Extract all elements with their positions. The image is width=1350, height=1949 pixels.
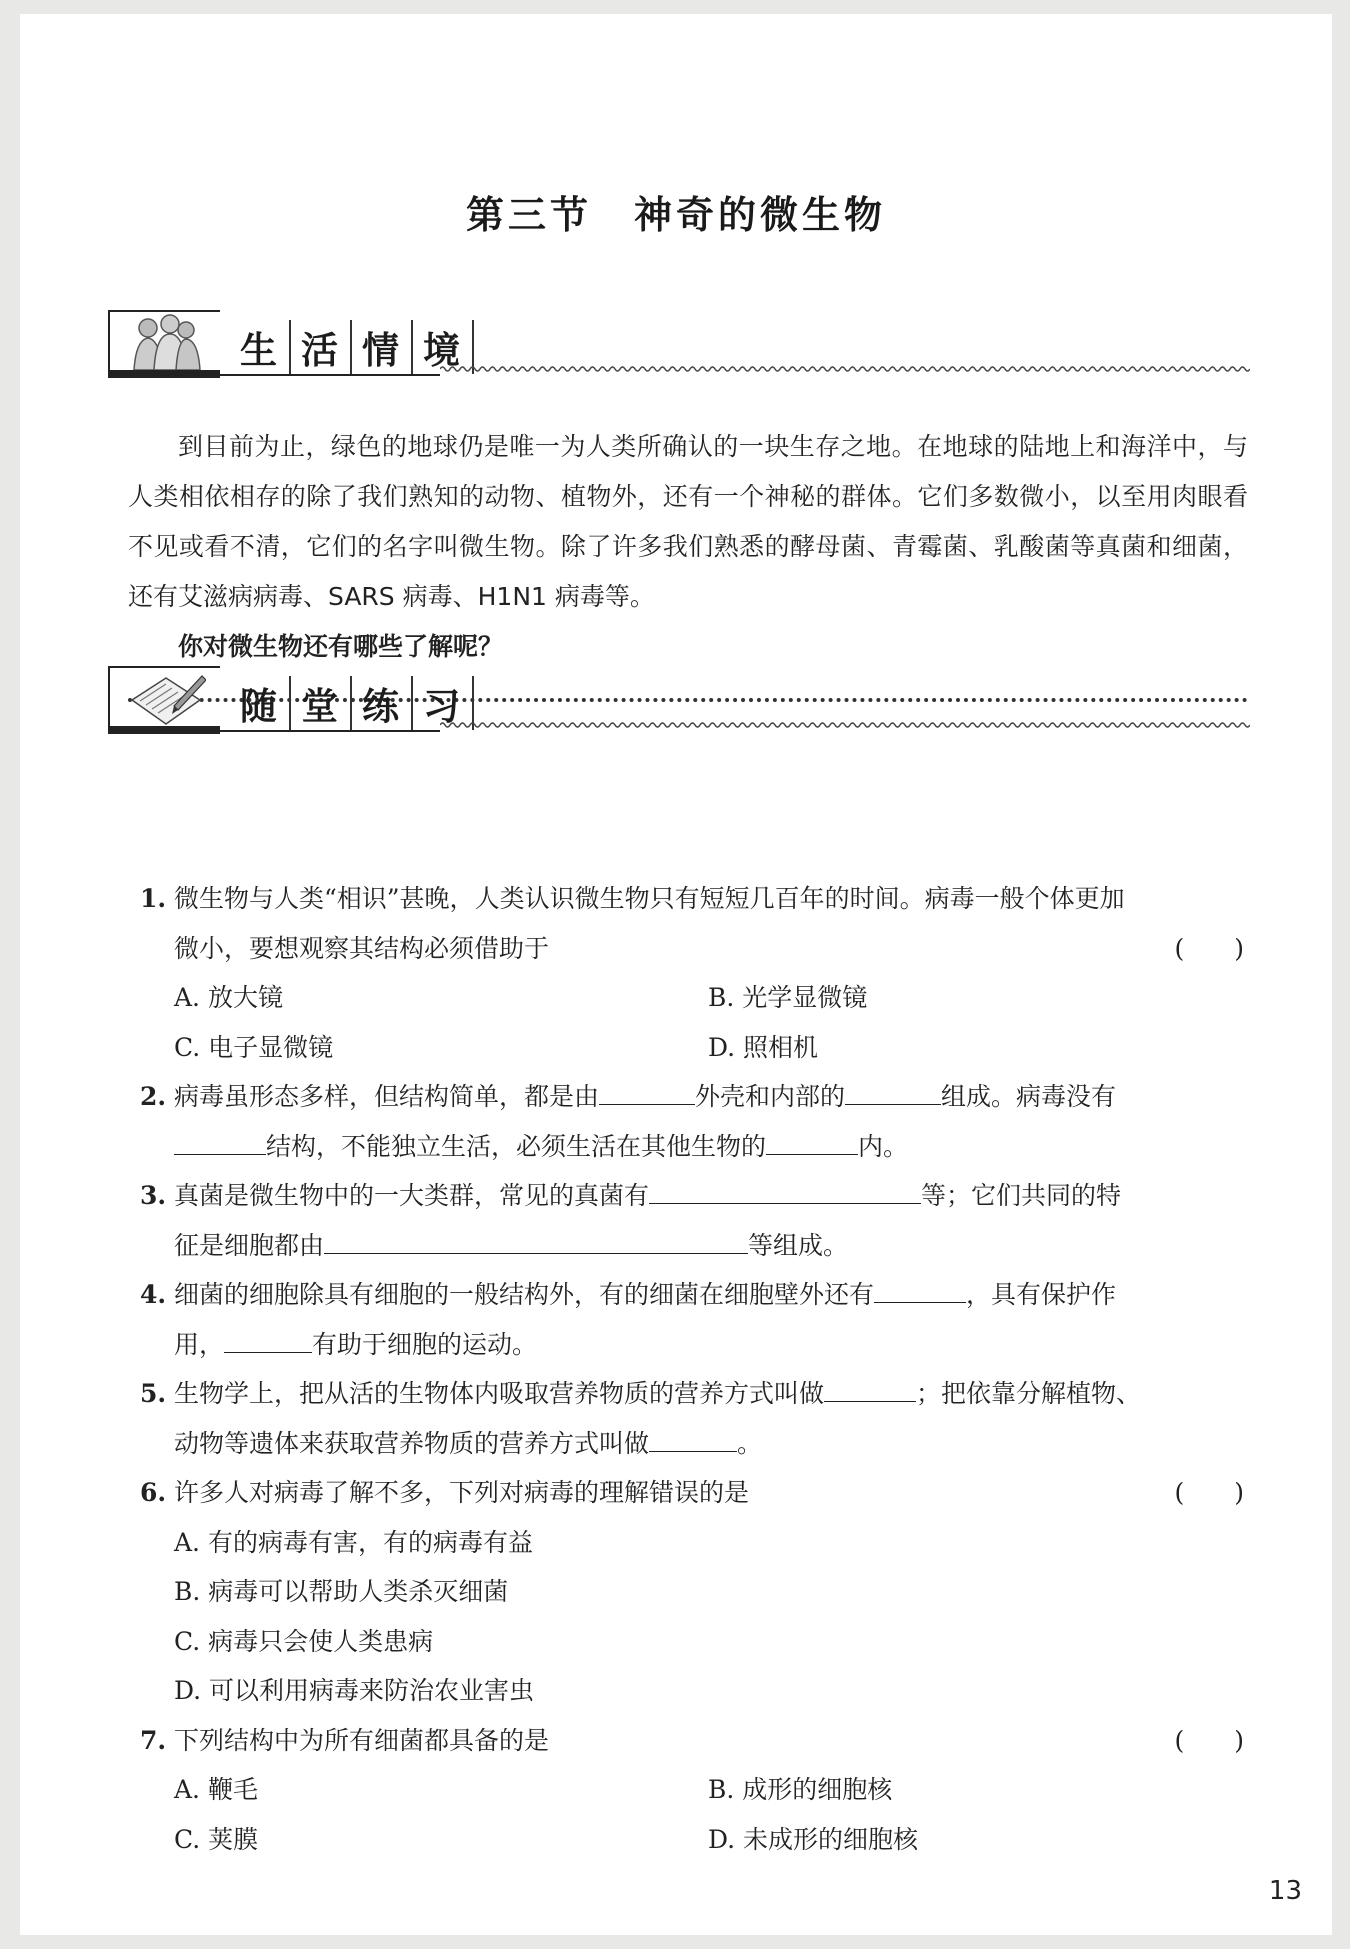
fill-blank[interactable] — [649, 1421, 737, 1452]
page — [20, 14, 1332, 1935]
question-1: 1. 微生物与人类“相识”甚晚，人类认识微生物只有短短几百年的时间。病毒一般个体更加 — [140, 884, 1125, 913]
option-a[interactable]: A. 放大镜 — [174, 983, 283, 1012]
fill-blank[interactable] — [224, 1322, 312, 1353]
page-title: 第三节 神奇的微生物 — [465, 192, 886, 237]
option-b[interactable]: B. 病毒可以帮助人类杀灭细菌 — [174, 1577, 509, 1606]
fill-blank[interactable] — [324, 1223, 748, 1254]
fill-blank[interactable] — [824, 1371, 916, 1402]
answer-paren[interactable]: ( ) — [1174, 933, 1244, 963]
fill-blank[interactable] — [766, 1124, 858, 1155]
fill-blank[interactable] — [845, 1074, 941, 1105]
intro-text — [128, 422, 1248, 672]
option-d[interactable]: D. 可以利用病毒来防治农业害虫 — [174, 1676, 535, 1705]
wavy-rule — [440, 362, 1250, 376]
option-a[interactable]: A. 有的病毒有害，有的病毒有益 — [174, 1527, 533, 1557]
option-d[interactable]: D. 未成形的细胞核 — [708, 1824, 919, 1854]
answer-paren[interactable]: ( ) — [1174, 1725, 1244, 1755]
option-c[interactable]: C. 电子显微镜 — [174, 1032, 334, 1062]
question-7: 7. 下列结构中为所有细菌都具备的是 ( ) — [130, 1716, 1250, 1766]
fill-blank[interactable] — [874, 1272, 966, 1303]
wavy-rule — [440, 718, 1250, 732]
option-c[interactable]: C. 病毒只会使人类患病 — [174, 1626, 434, 1656]
answer-paren[interactable]: ( ) — [1174, 1478, 1244, 1507]
question-3: 3. 真菌是微生物中的一大类群，常见的真菌有 等；它们共同的特 — [130, 1171, 1250, 1221]
question-2: 2. 病毒虽形态多样，但结构简单，都是由 外壳和内部的 组成。病毒没有 — [130, 1072, 1250, 1122]
fill-blank[interactable] — [649, 1173, 921, 1204]
question-6: 6. 许多人对病毒了解不多，下列对病毒的理解错误的是 ( ) — [130, 1468, 1250, 1518]
option-b[interactable]: B. 光学显微镜 — [708, 983, 868, 1012]
people-group-icon — [126, 314, 206, 370]
question-5: 5. 生物学上，把从活的生物体内吸取营养物质的营养方式叫做 ；把依靠分解植物、 — [130, 1369, 1250, 1419]
section-title-life-context: 生 活 情 境 — [230, 320, 474, 374]
notebook-pen-icon — [126, 670, 206, 726]
option-b[interactable]: B. 成形的细胞核 — [708, 1775, 893, 1804]
fill-blank[interactable] — [599, 1074, 695, 1105]
section-header-life-context — [108, 310, 1248, 380]
intro-question: 你对微生物还有哪些了解呢？ — [178, 632, 504, 661]
option-a[interactable]: A. 鞭毛 — [174, 1775, 258, 1804]
intro-paragraph: 到目前为止，绿色的地球仍是唯一为人类所确认的一块生存之地。在地球的陆地上和海洋中，与人类相依相存的除了我们熟知的动物、植物外，还有一个神秘的群体。它们多数微小，以至用肉眼看不见或看不清，它们的名字叫微生物。除了许多我们熟悉的酵母菌、青霉菌、乳酸菌等真菌和细菌，还有艾滋病病毒、SARS 病毒、H1N1 病毒等。 — [128, 432, 1248, 611]
page-number: 13 — [1268, 1876, 1302, 1906]
section-title-practice: 随 堂 练 习 — [230, 676, 474, 730]
question-4: 4. 细菌的细胞除具有细胞的一般结构外，有的细菌在细胞壁外还有 ，具有保护作 — [130, 1270, 1250, 1320]
fill-blank[interactable] — [174, 1124, 266, 1155]
question-list: 1. 微生物与人类“相识”甚晚，人类认识微生物只有短短几百年的时间。病毒一般个体更加 微小，要想观察其结构必须借助于 ( ) A. 放大镜 B. 光学显微镜 C. 电子显微镜 D. 照相机 2. 病毒虽形态多样，但结构简单，都是由 外壳和内部的 组成。病毒没有 结构，不能独立生活，必须生活在其他生物的 内。 3. 真菌是微生物中的一大类群，常见的真菌有 等；它们共同的特 征是细胞都由 等组成。 4. 细菌的细胞除具有细胞的一般结构外，有的细菌在细胞壁外还有 ，具有保护作 用， 有助于细胞的运动。 5. 生物学上，把从活的生物体内吸取营养物质的营养方式叫做 ；把依靠分解植物、 动物等遗体来获取营养物质的营养方式叫做 。 6. 许多人对病毒了解不多，下列对病毒的理解错误的是 ( ) A. 有的病毒有害，有的病毒有益 B. 病毒可以帮助人类杀灭细菌 C. 病毒只会使人类患病 D. 可以利用病毒来防治农业害虫 7. 下列结构中为所有细菌都具备的是 ( ) A. 鞭毛 B. 成形的细胞核 C. 荚膜 D. 未成形的细胞核 — [130, 874, 1250, 1864]
section-header-practice — [108, 666, 1248, 736]
option-c[interactable]: C. 荚膜 — [174, 1824, 259, 1854]
option-d[interactable]: D. 照相机 — [708, 1032, 819, 1062]
